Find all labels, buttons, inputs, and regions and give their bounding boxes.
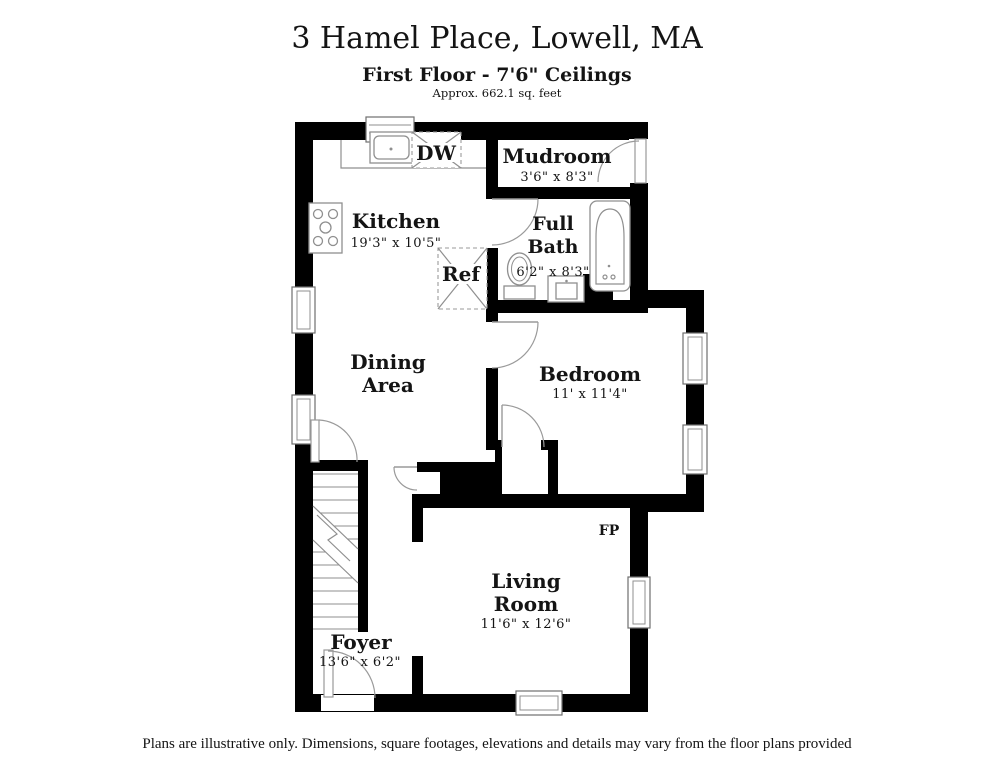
fireplace-label: FP: [598, 523, 620, 539]
wall-bedroom-right: [686, 290, 704, 512]
refrigerator: [438, 248, 487, 309]
full-bath-label-line1: Full: [532, 213, 574, 235]
full-bath-label-line2: Bath: [527, 236, 579, 258]
kitchen-dims: 19'3" x 10'5": [350, 236, 442, 251]
bedroom-window-lower: [683, 425, 707, 474]
wall-stair-right: [358, 460, 368, 632]
bathtub: [590, 201, 630, 291]
closet-stub-left: [486, 440, 502, 450]
dishwasher-label: DW: [416, 141, 456, 165]
refrigerator-label: Ref: [442, 262, 480, 286]
living-window-right: [628, 577, 650, 628]
wall-top: [295, 122, 648, 140]
wall-bedroom-bottom: [648, 494, 704, 512]
chimney-chase: [440, 462, 495, 495]
wall-living-top: [412, 494, 648, 508]
bedroom-window-upper: [683, 333, 707, 384]
dining-window-upper: [292, 287, 315, 333]
wall-mudroom-bath: [486, 187, 648, 199]
bedroom-label: Bedroom: [539, 362, 641, 386]
area-note: Approx. 662.1 sq. feet: [432, 86, 562, 100]
living-room-label-line2: Room: [493, 592, 559, 616]
full-bath-dims: 6'2" x 8'3": [516, 265, 590, 280]
disclaimer-text: Plans are illustrative only. Dimensions, square footages, elevations and details may vary from the floor plans provided: [142, 736, 852, 752]
living-room-dims: 11'6" x 12'6": [480, 617, 572, 632]
living-window-bottom: [516, 691, 562, 715]
floor-subtitle: First Floor - 7'6" Ceilings: [362, 64, 632, 86]
kitchen-label: Kitchen: [351, 209, 441, 233]
closet-wall-right: [548, 450, 558, 494]
living-room-label-line1: Living: [491, 569, 561, 593]
dining-area-label-line1: Dining: [350, 350, 426, 374]
foyer-dims: 13'6" x 6'2": [318, 655, 402, 670]
page-title: 3 Hamel Place, Lowell, MA: [291, 21, 703, 56]
mudroom-label: Mudroom: [502, 144, 612, 168]
dining-area-label-line2: Area: [362, 373, 414, 397]
mudroom-dims: 3'6" x 8'3": [520, 170, 594, 185]
foyer-label: Foyer: [330, 630, 392, 654]
bedroom-dims: 11' x 11'4": [552, 387, 628, 402]
stove: [309, 203, 342, 253]
wall-living-left-upper: [412, 494, 423, 542]
wall-dining-bedroom: [486, 368, 498, 446]
dishwasher: [412, 132, 461, 168]
closet-wall-left: [495, 450, 502, 494]
wall-living-left-lower: [412, 656, 423, 694]
kitchen-sink: [370, 132, 413, 163]
